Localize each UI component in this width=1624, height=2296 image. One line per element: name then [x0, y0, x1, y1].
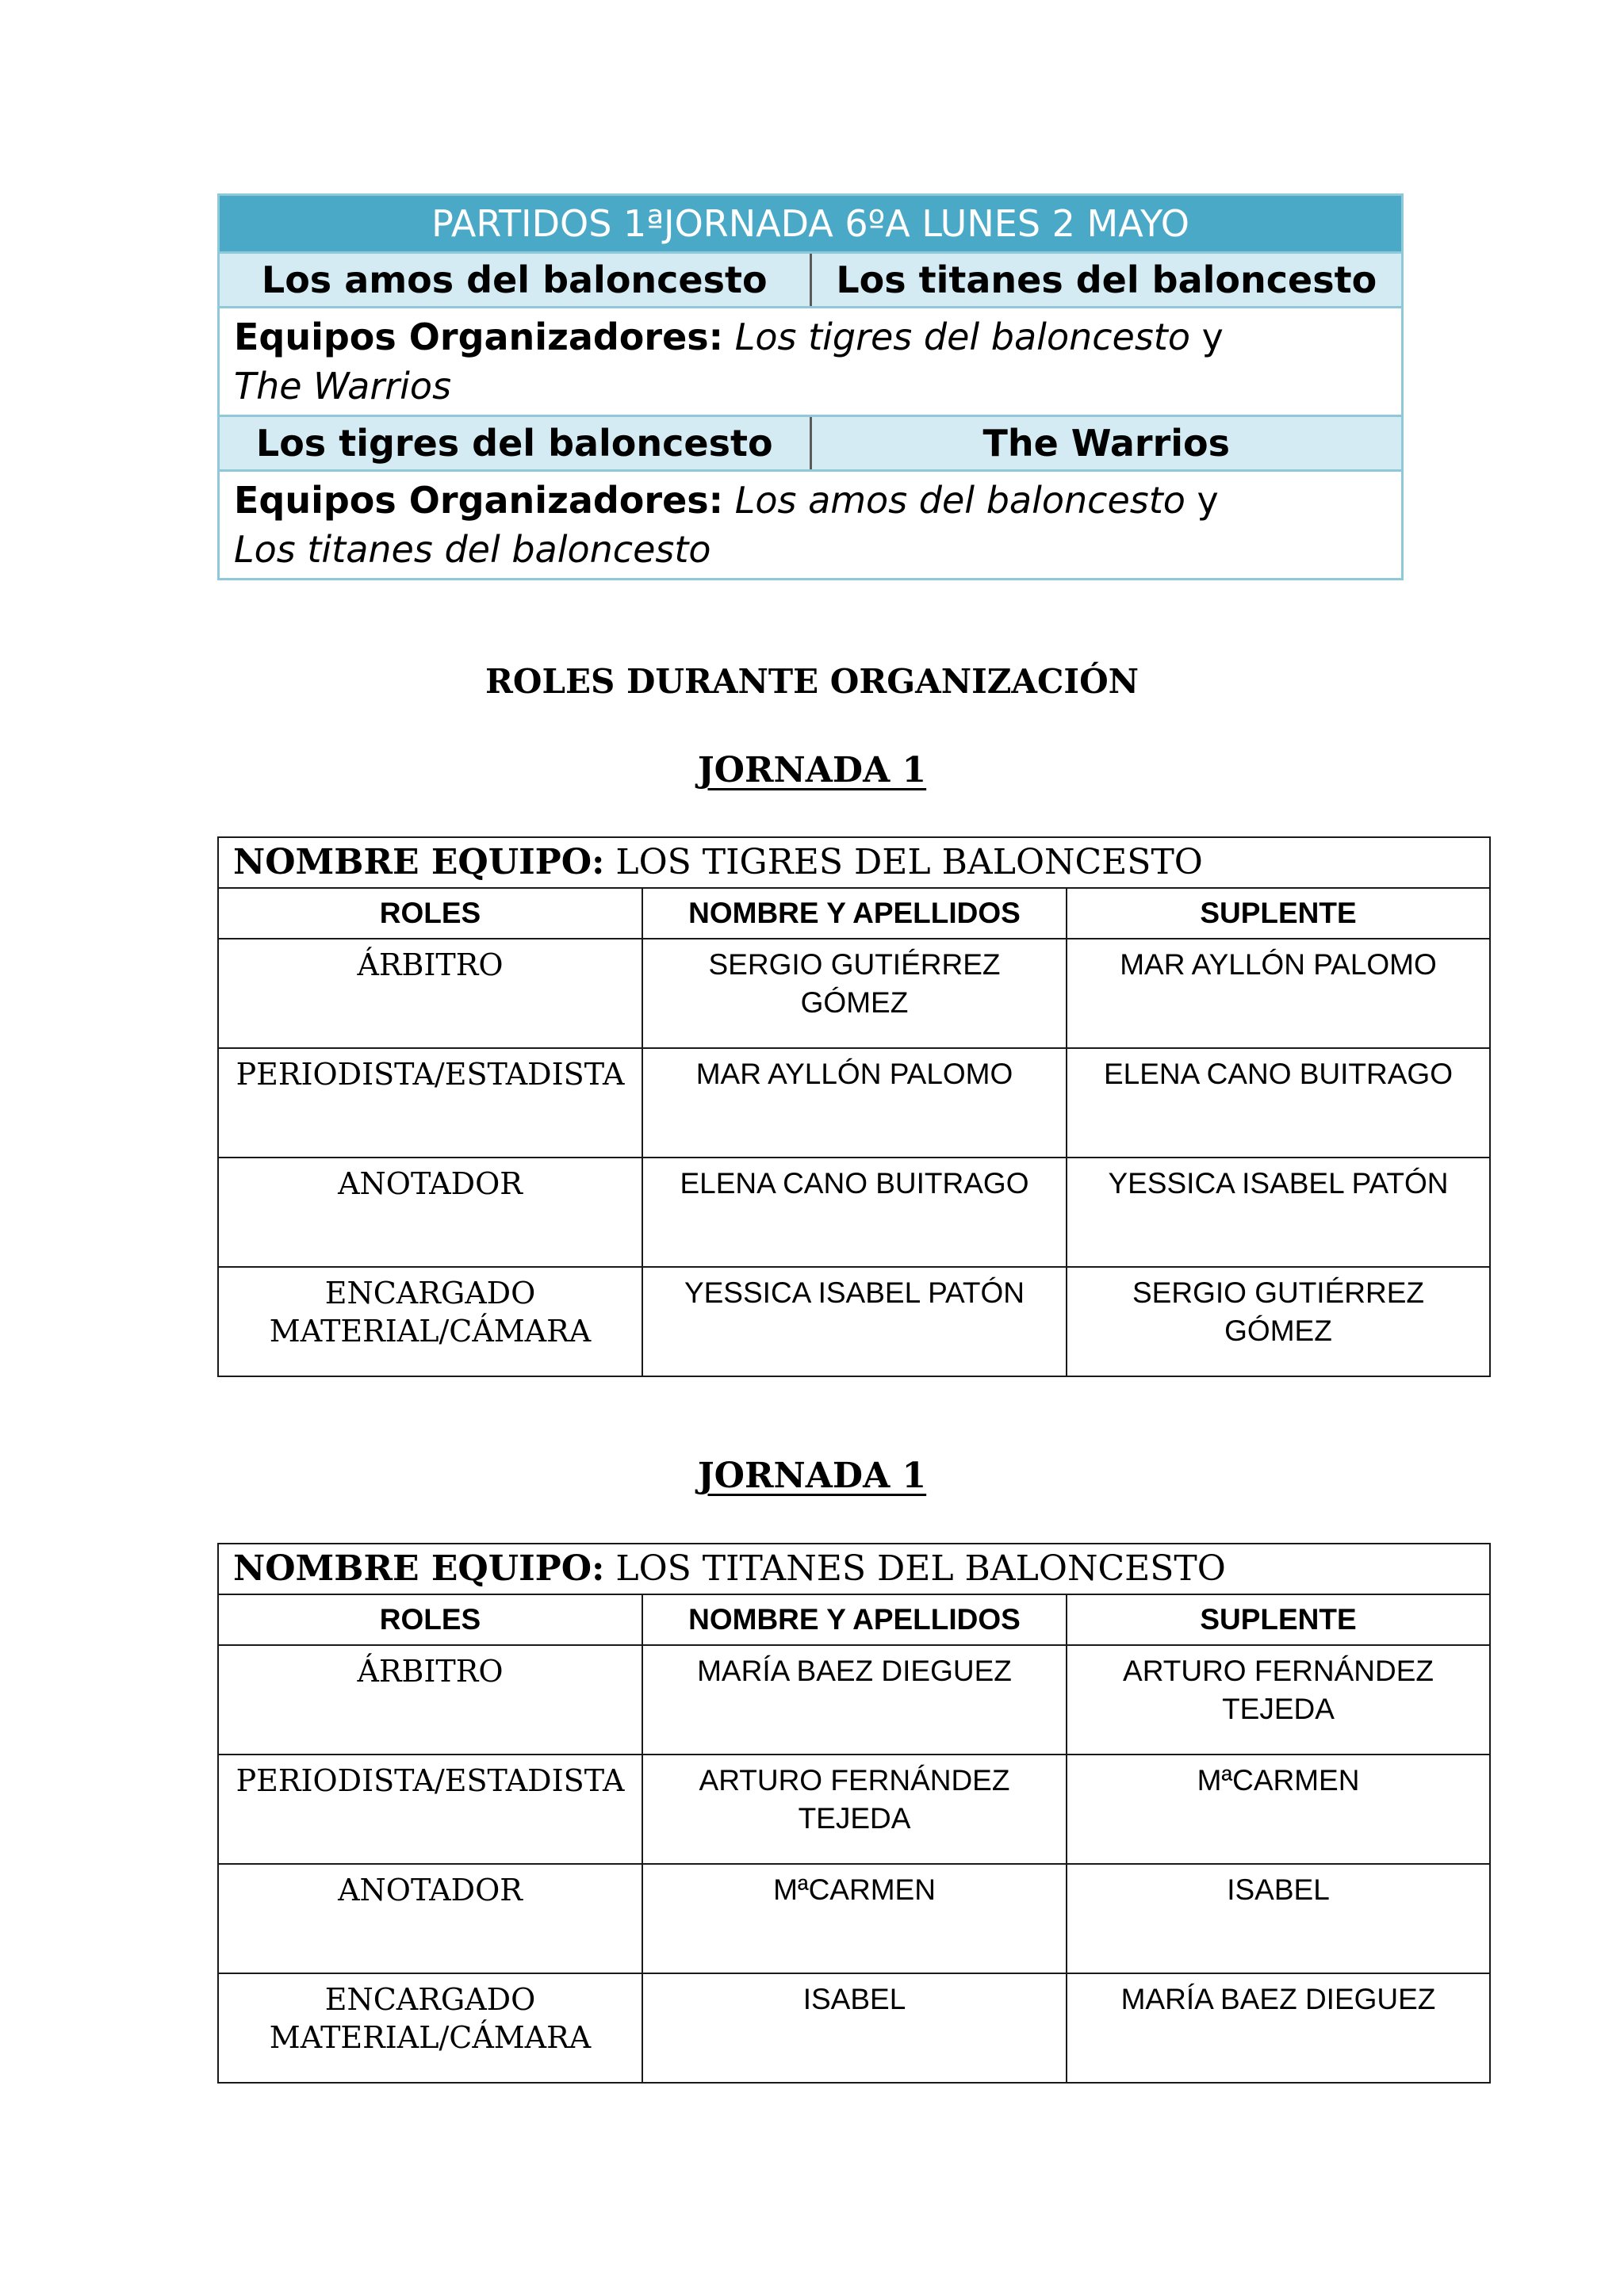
roles-heading: ROLES DURANTE ORGANIZACIÓN [485, 662, 1139, 701]
name-cell: ISABEL [642, 1973, 1067, 2083]
substitute-cell: SERGIO GUTIÉRREZ GÓMEZ [1067, 1267, 1490, 1376]
substitute-cell: ARTURO FERNÁNDEZ TEJEDA [1067, 1645, 1490, 1755]
jornada-title: JORNADA 1 [697, 1456, 927, 1496]
away-team: The Warrios [810, 416, 1403, 471]
table-row [218, 1864, 1490, 1973]
organizer-team: Los titanes del baloncesto [234, 528, 711, 571]
team-name-row [218, 837, 1490, 888]
substitute-cell: ISABEL [1067, 1864, 1490, 1973]
role-cell: ANOTADOR [218, 1864, 642, 1973]
table-row [218, 939, 1490, 1048]
column-header-roles: ROLES [218, 888, 642, 939]
column-header-roles: ROLES [218, 1594, 642, 1645]
role-cell: ÁRBITRO [218, 1645, 642, 1755]
name-cell: MAR AYLLÓN PALOMO [642, 1048, 1067, 1158]
home-team: Los amos del baloncesto [219, 253, 811, 308]
column-header-name: NOMBRE Y APELLIDOS [642, 888, 1067, 939]
match-row [219, 253, 1403, 308]
table-row [218, 1267, 1490, 1376]
team-name: LOS TIGRES DEL BALONCESTO [615, 842, 1203, 882]
matches-header: PARTIDOS 1ªJORNADA 6ºA LUNES 2 MAYO [219, 195, 1403, 253]
role-cell: PERIODISTA/ESTADISTA [218, 1048, 642, 1158]
name-cell: SERGIO GUTIÉRREZ GÓMEZ [642, 939, 1067, 1048]
organizer-team: Los tigres del baloncesto [734, 316, 1190, 358]
table-row [218, 1048, 1490, 1158]
jornada-title: JORNADA 1 [697, 750, 927, 790]
role-cell: ENCARGADO MATERIAL/CÁMARA [218, 1267, 642, 1376]
column-header-row [218, 1594, 1490, 1645]
name-cell: YESSICA ISABEL PATÓN [642, 1267, 1067, 1376]
column-header-name: NOMBRE Y APELLIDOS [642, 1594, 1067, 1645]
organizers-cell [219, 471, 1403, 580]
name-cell: MARÍA BAEZ DIEGUEZ [642, 1645, 1067, 1755]
table-row [218, 1973, 1490, 2083]
column-header-substitute: SUPLENTE [1067, 1594, 1490, 1645]
table-row [218, 1755, 1490, 1864]
organizers-label: Equipos Organizadores: [234, 316, 724, 358]
table-row [218, 1158, 1490, 1267]
name-cell: ARTURO FERNÁNDEZ TEJEDA [642, 1755, 1067, 1864]
organizer-team: Los amos del baloncesto [734, 479, 1185, 522]
organizers-cell [219, 308, 1403, 416]
organizer-connector: y [1197, 479, 1219, 522]
team-name-cell [218, 837, 1490, 888]
team-label: NOMBRE EQUIPO: [233, 842, 605, 882]
jornada-heading [0, 1452, 1624, 1500]
organizers-label: Equipos Organizadores: [234, 479, 724, 522]
table-row [218, 1645, 1490, 1755]
team-name-cell [218, 1544, 1490, 1594]
home-team: Los tigres del baloncesto [219, 416, 811, 471]
matches-header-row [219, 195, 1403, 253]
substitute-cell: MªCARMEN [1067, 1755, 1490, 1864]
organizers-row [219, 308, 1403, 416]
name-cell: ELENA CANO BUITRAGO [642, 1158, 1067, 1267]
team-name: LOS TITANES DEL BALONCESTO [615, 1548, 1226, 1589]
away-team: Los titanes del baloncesto [810, 253, 1403, 308]
team-label: NOMBRE EQUIPO: [233, 1548, 605, 1589]
organizer-team: The Warrios [234, 365, 452, 408]
role-cell: PERIODISTA/ESTADISTA [218, 1755, 642, 1864]
organizers-row [219, 471, 1403, 580]
substitute-cell: MAR AYLLÓN PALOMO [1067, 939, 1490, 1048]
name-cell: MªCARMEN [642, 1864, 1067, 1973]
roles-table [217, 836, 1491, 1377]
match-row [219, 416, 1403, 471]
role-cell: ÁRBITRO [218, 939, 642, 1048]
substitute-cell: YESSICA ISABEL PATÓN [1067, 1158, 1490, 1267]
jornada-heading [0, 747, 1624, 794]
role-cell: ANOTADOR [218, 1158, 642, 1267]
substitute-cell: ELENA CANO BUITRAGO [1067, 1048, 1490, 1158]
roles-table [217, 1543, 1491, 2084]
role-cell: ENCARGADO MATERIAL/CÁMARA [218, 1973, 642, 2083]
matches-table [217, 193, 1404, 580]
substitute-cell: MARÍA BAEZ DIEGUEZ [1067, 1973, 1490, 2083]
column-header-row [218, 888, 1490, 939]
team-name-row [218, 1544, 1490, 1594]
column-header-substitute: SUPLENTE [1067, 888, 1490, 939]
organizer-connector: y [1201, 316, 1224, 358]
